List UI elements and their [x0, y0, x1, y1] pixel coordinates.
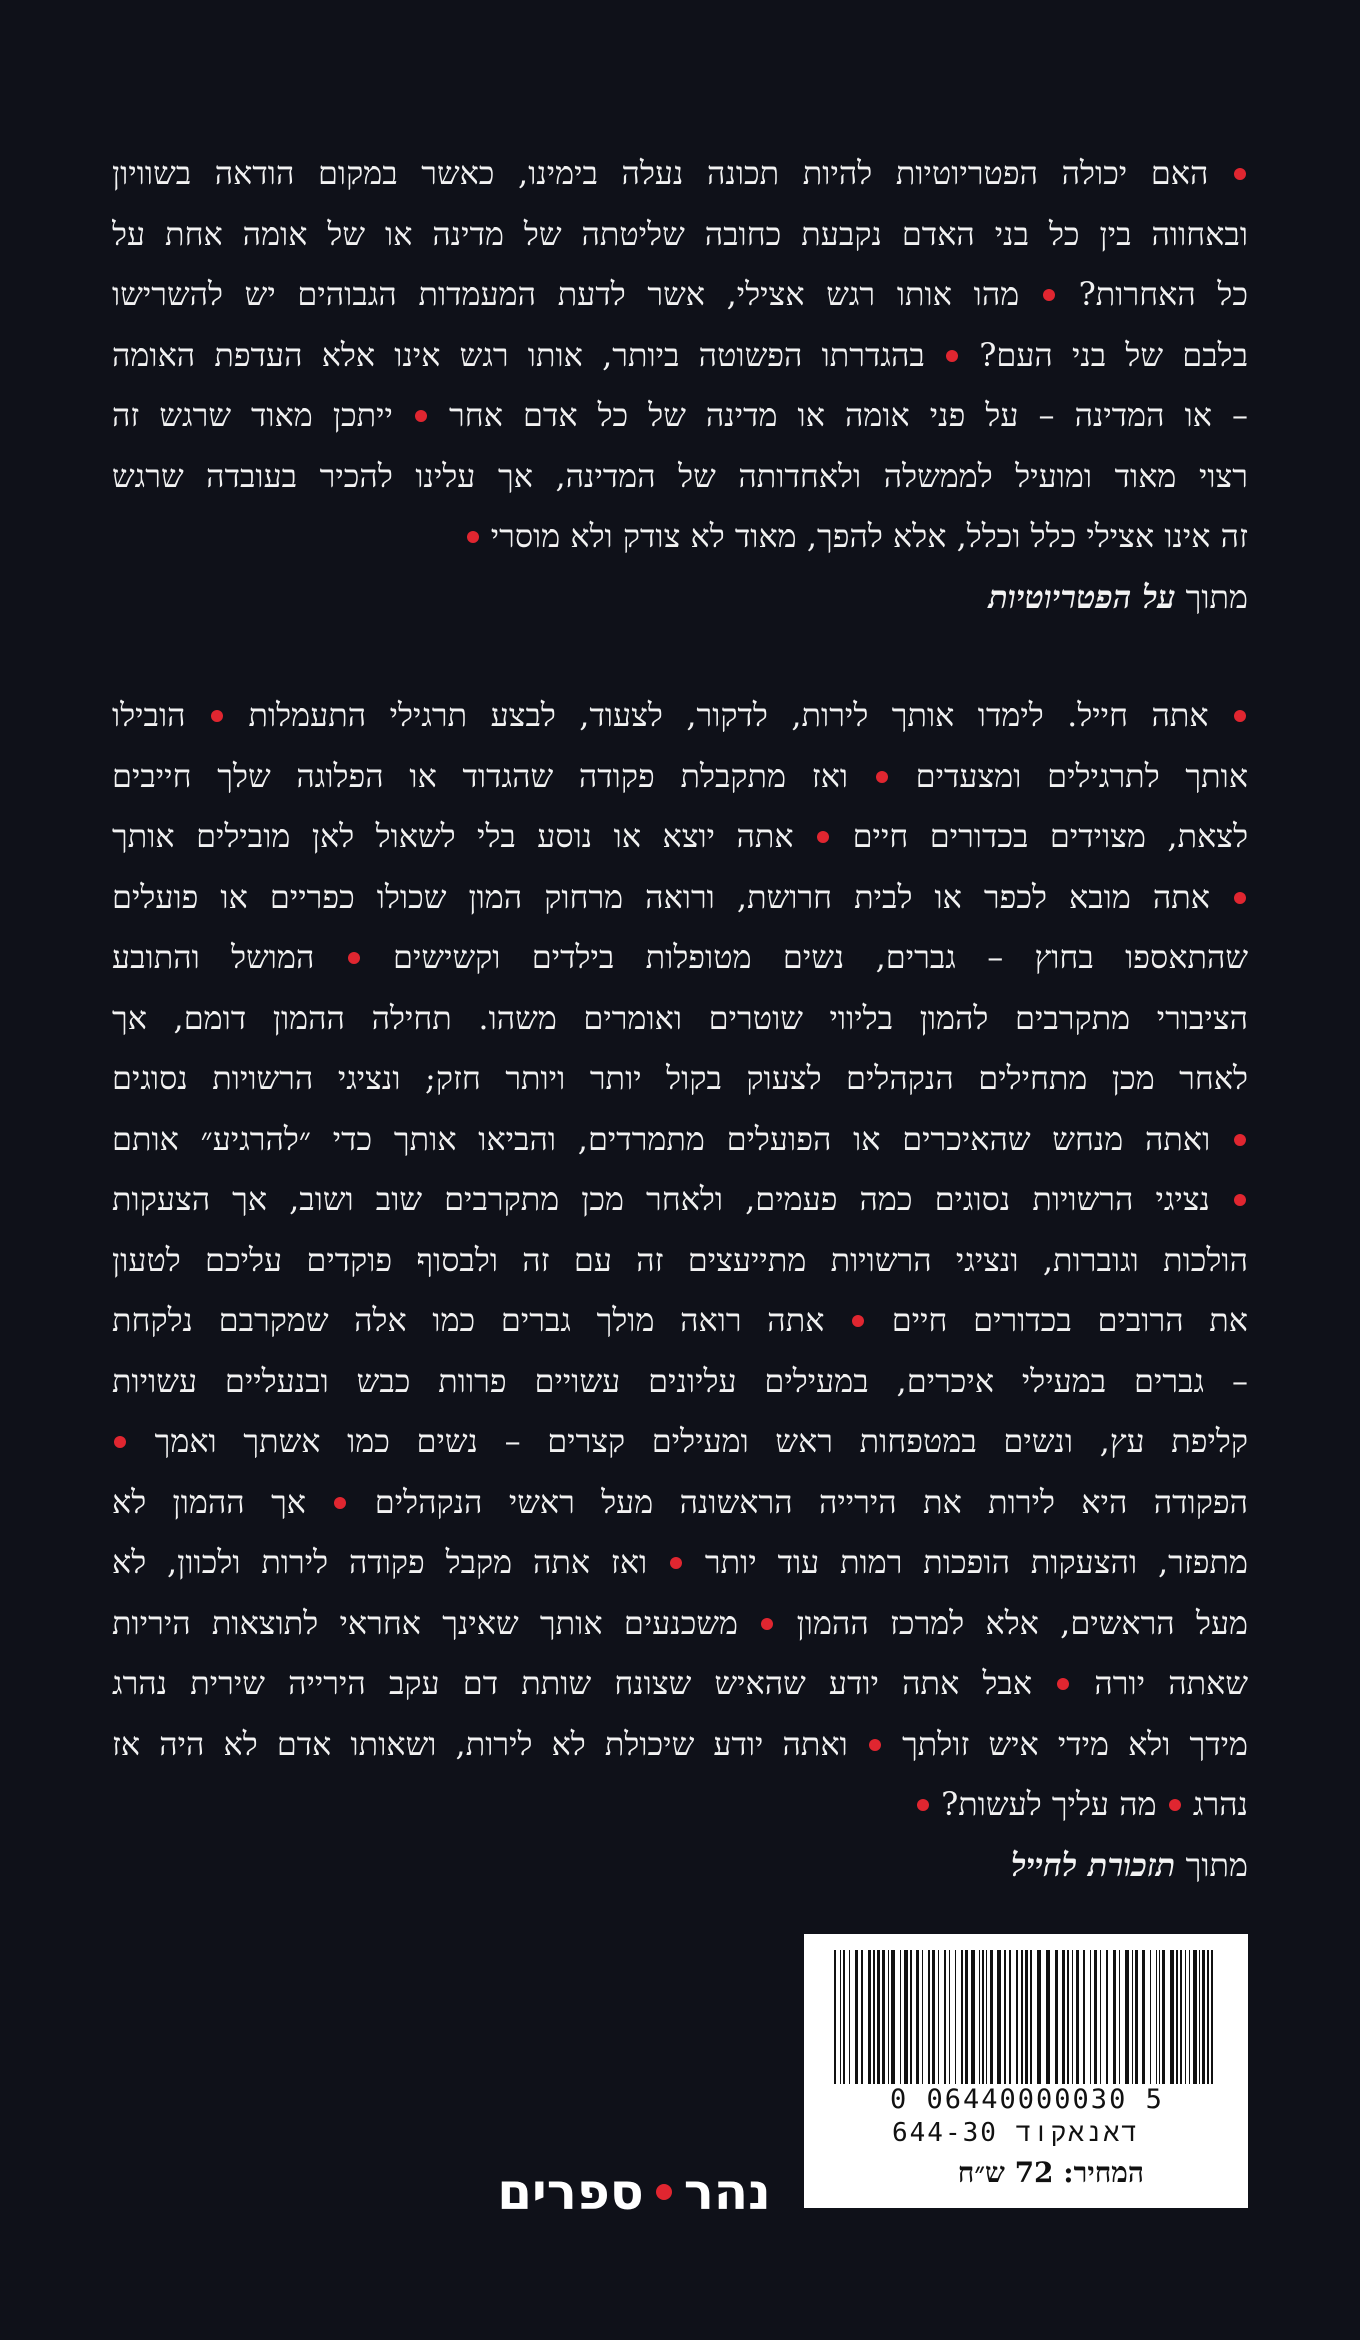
barcode-bar [1185, 1950, 1186, 2084]
barcode-bar [1016, 1950, 1018, 2084]
text-line [112, 1048, 1248, 1109]
barcode-bar [888, 1950, 889, 2084]
barcode-bar [1094, 1950, 1097, 2084]
barcode-bar [891, 1950, 895, 2084]
barcode-label [804, 1934, 1248, 2208]
barcode-bar [949, 1950, 950, 2084]
barcode-bar [1162, 1950, 1165, 2084]
text-line [112, 506, 1248, 567]
barcode-bar [834, 1950, 836, 2084]
bullet-icon [114, 1436, 126, 1448]
text-segment: אך ההמון לא [112, 1482, 306, 1521]
text-line [112, 1290, 1248, 1351]
barcode-bar [1083, 1950, 1085, 2084]
barcode-bar [849, 1950, 850, 2084]
passage-reminder-to-soldier [112, 685, 1248, 1895]
text-segment: רצוי מאוד ומועיל לממשלה ולאחדותה של המדינה, אך עלינו להכיר בעובדה שרגש [112, 456, 1248, 495]
publisher-logo [484, 2152, 784, 2232]
text-segment: אתה יוצא או נוסע בלי לשאול לאן מובילים אותך [112, 817, 794, 855]
text-segment: מהו אותו רגש אצילי, אשר לדעת המעמדות הגבוהים יש להשרישו [112, 275, 1020, 313]
barcode-bar [855, 1950, 858, 2084]
barcode-bar [900, 1950, 901, 2084]
barcode-bar [910, 1950, 912, 2084]
publisher-word-2: ספרים [497, 2163, 644, 2221]
text-line [112, 988, 1248, 1049]
text-line [112, 143, 1248, 204]
barcode-bar [955, 1950, 956, 2084]
barcode-bar [1193, 1950, 1197, 2084]
bullet-icon [1234, 168, 1246, 180]
text-segment: האם יכולה הפטריוטיות להיות תכונה נעלה בימינו, כאשר במקום הודאה בשוויון [112, 154, 1209, 192]
barcode-bar [1170, 1950, 1174, 2084]
text-line [112, 1351, 1248, 1412]
bullet-icon [415, 410, 427, 422]
bullet-icon [1057, 1678, 1069, 1690]
barcode-bar [877, 1950, 880, 2084]
bullet-icon [852, 1315, 864, 1327]
source-attribution [112, 1835, 1248, 1896]
bullet-icon [670, 1557, 682, 1569]
barcode-bar [904, 1950, 908, 2084]
bullet-icon [467, 531, 479, 543]
barcode-bar [1119, 1950, 1120, 2084]
barcode-bar [1125, 1950, 1129, 2084]
barcode-bar [932, 1950, 935, 2084]
text-segment: אתה רואה מולך גברים כמו אלה שמקרבם נלקחת [112, 1301, 825, 1339]
barcode-bar [1135, 1950, 1138, 2084]
text-segment: משכנעים אותך שאינך אחראי לתוצאות היריות [112, 1603, 738, 1642]
publisher-dot-icon [656, 2184, 672, 2200]
barcode-bar [1159, 1950, 1160, 2084]
text-line [112, 685, 1248, 746]
text-line [112, 325, 1248, 386]
barcode-bar [1150, 1950, 1151, 2084]
text-segment: מתפזר, והצעקות הופכות רמות עוד יותר [704, 1543, 1248, 1581]
barcode-bar [1067, 1950, 1069, 2084]
text-line [112, 1532, 1248, 1593]
bullet-icon [348, 952, 360, 964]
text-segment: אותך לתרגילים ומצעדים [915, 756, 1248, 795]
text-line [112, 264, 1248, 325]
barcode-bar [882, 1950, 885, 2084]
text-segment: מידך ולא מידי איש זולתך [902, 1724, 1248, 1763]
text-segment: ייתכן מאוד שרגש זה [112, 396, 393, 434]
text-segment: הפקודה היא לירות את הירייה הראשונה מעל ראשי הנקהלים [374, 1482, 1248, 1521]
text-segment: הציבורי מתקרבים להמון בליווי שוטרים ואומרים משהו. תחילה ההמון דומם, אך [112, 998, 1248, 1037]
text-line [112, 867, 1248, 928]
barcode-bar [1142, 1950, 1145, 2084]
text-line [112, 1714, 1248, 1775]
text-line [112, 385, 1248, 446]
bullet-icon [1169, 1799, 1181, 1811]
text-line [112, 806, 1248, 867]
text-segment: מה עליך לעשות? [941, 1785, 1157, 1823]
barcode-bar [1132, 1950, 1133, 2084]
source-title: תזכורת לחייל [1011, 1845, 1176, 1884]
text-segment: הובילו [112, 696, 186, 734]
barcode-bar [1090, 1950, 1091, 2084]
text-line [112, 1411, 1248, 1472]
barcode-bar [979, 1950, 980, 2084]
barcode-catalog-code: דאנאקוד 644-30 [892, 2118, 1139, 2148]
text-segment: בלבם של בני העם? [979, 335, 1248, 374]
barcode-bar [1072, 1950, 1073, 2084]
price-label: המחיר: 72 ש״ח [957, 2156, 1144, 2189]
barcode-bar [1037, 1950, 1041, 2084]
text-segment: הולכות וגוברות, ונציגי הרשויות מתייעצים זה עם זה ולבסוף פוקדים עליכם לטעון [112, 1240, 1248, 1279]
text-segment: ואתה יודע שיכולת לא לירות, ושאותו אדם לא היה אז [112, 1724, 848, 1763]
barcode-bar [1199, 1950, 1200, 2084]
barcode-bar [922, 1950, 923, 2084]
text-line [112, 1169, 1248, 1230]
text-segment: זה אינו אצילי כלל וכלל, אלא להפך, מאוד לא צודק ולא מוסרי [490, 517, 1248, 555]
barcode-image [834, 1950, 1218, 2084]
barcode-bar [1211, 1950, 1213, 2084]
text-segment: אתה חייל. לימדו אותך לירות, לדקור, לצעוד, לבצע תרגילי התעמלות [248, 696, 1209, 734]
bullet-icon [1234, 1134, 1246, 1146]
bullet-icon [946, 350, 958, 362]
publisher-word-1: נהר [683, 2163, 771, 2221]
text-segment: שהתאספו בחוץ – גברים, נשים מטופלות בילדים וקשישים [393, 938, 1248, 976]
barcode-bar [944, 1950, 946, 2084]
bullet-icon [211, 710, 223, 722]
text-segment: לאחר מכן מתחילים הנקהלים לצעוק בקול יותר ויותר חזק; ונציגי הרשויות נסוגים [112, 1059, 1248, 1097]
barcode-bar [938, 1950, 939, 2084]
barcode-bar [1062, 1950, 1065, 2084]
barcode-bar [1156, 1950, 1157, 2084]
barcode-bar [982, 1950, 984, 2084]
bullet-icon [817, 831, 829, 843]
text-segment: נהרג [1192, 1785, 1248, 1823]
barcode-bar [986, 1950, 987, 2084]
bullet-icon [876, 771, 888, 783]
text-line [112, 1230, 1248, 1291]
source-prefix: מתוך [1185, 577, 1248, 616]
text-line [112, 204, 1248, 265]
text-segment: שאתה יורה [1094, 1664, 1248, 1702]
barcode-bar [990, 1950, 993, 2084]
source-title: על הפטריוטיות [988, 577, 1176, 616]
passage-on-patriotism [112, 143, 1248, 627]
bullet-icon [869, 1739, 881, 1751]
text-line [112, 1653, 1248, 1714]
barcode-bar [928, 1950, 930, 2084]
bullet-icon [1043, 289, 1055, 301]
text-segment: לצאת, מצוידים בכדורים חיים [852, 817, 1248, 855]
bullet-icon [334, 1497, 346, 1509]
text-segment: בהגדרתו הפשוטה ביותר, אותו רגש אינו אלא העדפת האומה [112, 335, 925, 374]
source-attribution [112, 567, 1248, 628]
text-line [112, 1593, 1248, 1654]
barcode-bar [868, 1950, 871, 2084]
barcode-bar [1106, 1950, 1108, 2084]
barcode-bar [1076, 1950, 1079, 2084]
barcode-bar [1021, 1950, 1023, 2084]
bullet-icon [917, 1799, 929, 1811]
bullet-icon [1234, 710, 1246, 722]
bullet-icon [761, 1618, 773, 1630]
barcode-bar [1189, 1950, 1190, 2084]
text-line [112, 746, 1248, 807]
barcode-bar [1113, 1950, 1116, 2084]
source-prefix: מתוך [1185, 1845, 1248, 1884]
barcode-bar [1207, 1950, 1209, 2084]
barcode-bar [965, 1950, 968, 2084]
text-line [112, 1472, 1248, 1533]
bullet-icon [1234, 892, 1246, 904]
text-segment: את הרובים בכדורים חיים [891, 1301, 1248, 1339]
barcode-bar [1180, 1950, 1182, 2084]
text-segment: – גברים במעילי איכרים, במעילים עליונים עשויים פרוות כבש ובנעליים עשויות [112, 1361, 1248, 1400]
text-segment: נציגי הרשויות נסוגים כמה פעמים, ולאחר מכן מתקרבים שוב ושוב, אך הצעקות [112, 1180, 1210, 1218]
barcode-bar [843, 1950, 845, 2084]
text-segment: ואז מתקבלת פקודה שהגדוד או הפלוגה שלך חייבים [112, 756, 849, 795]
barcode-bar [1055, 1950, 1058, 2084]
text-line [112, 446, 1248, 507]
barcode-bar [1202, 1950, 1205, 2084]
barcode-bar [1176, 1950, 1178, 2084]
text-segment: כל האחרות? [1078, 275, 1248, 313]
barcode-bar [861, 1950, 863, 2084]
text-segment: קליפת עץ, ונשים במטפחות ראש ומעילים קצרים – נשים כמו אשתך ואמך [154, 1422, 1248, 1460]
barcode-bar [1030, 1950, 1032, 2084]
barcode-bar [1100, 1950, 1101, 2084]
barcode-bar [1004, 1950, 1006, 2084]
bullet-icon [1234, 1194, 1246, 1206]
text-line [112, 1109, 1248, 1170]
barcode-bar [840, 1950, 841, 2084]
barcode-bar [1025, 1950, 1028, 2084]
text-line [112, 1774, 1248, 1835]
text-segment: מעל הראשים, אלא למרכז ההמון [796, 1603, 1248, 1642]
text-segment: אתה מובא לכפר או לבית חרושת, ורואה מרחוק המון שכולו כפריים או פועלים [112, 877, 1210, 916]
text-line [112, 927, 1248, 988]
barcode-bar [1046, 1950, 1050, 2084]
barcode-bar [997, 1950, 1001, 2084]
text-segment: ובאחווה בין כל בני האדם נקבעת כחובה שליטתה של מדינה או של אומה אחת על [112, 214, 1248, 253]
text-segment: ואתה מנחש שהאיכרים או הפועלים מתמרדים, והביאו אותך כדי ״להרגיע״ אותם [112, 1119, 1211, 1158]
barcode-number: 0 06440000030 5 [890, 2084, 1164, 2115]
text-segment: – או המדינה – על פני אומה או מדינה של כל אדם אחר [449, 396, 1248, 434]
barcode-bar [971, 1950, 975, 2084]
barcode-bar [1009, 1950, 1011, 2084]
text-segment: ואז אתה מקבל פקודה לירות ולכוון, לא [112, 1543, 648, 1581]
barcode-bar [916, 1950, 919, 2084]
barcode-bar [961, 1950, 963, 2084]
text-segment: המושל והתובע [112, 938, 315, 976]
barcode-bar [873, 1950, 875, 2084]
text-segment: אבל אתה יודע שהאיש שצונח שותת דם עקב הירייה שירית נהרג [112, 1664, 1033, 1702]
